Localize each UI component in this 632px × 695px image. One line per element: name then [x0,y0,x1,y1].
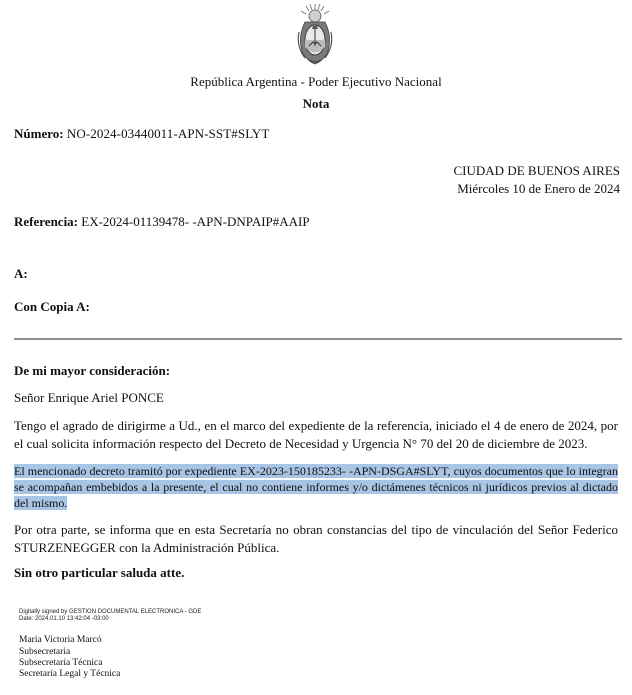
signer-role: Subsecretaria [19,647,71,657]
argentina-coat-of-arms-icon [293,2,337,66]
digital-signature-date: Date: 2024.01.10 13:42:04 -03:00 [19,616,109,622]
paragraph-3: Por otra parte, se informa que en esta Secretaría no obran constancias del tipo de vinculación del Señor Federico STURZENEGGER con la Administración Pública. [14,522,618,555]
document-number-label: Número: [14,126,64,141]
addressee: Señor Enrique Ariel PONCE [14,390,164,405]
header-title: República Argentina - Poder Ejecutivo Nacional [190,74,442,89]
highlighted-text: El mencionado decreto tramitó por expediente EX-2023-150185233- -APN-DSGA#SLYT, cuyos documentos que lo integran se acompañan embebidos a la presente, el cual no contiene informes y/o dictámenes técnicos ni jurídicos previos al dictado del mismo. [14,464,618,510]
signer-office: Subsecretaría Técnica [19,658,103,668]
paragraph-1: Tengo el agrado de dirigirme a Ud., en el marco del expediente de la referencia, iniciado el 4 de enero de 2024, por el cual solicita información respecto del Decreto de Necesidad y Urgencia N° 70 del 20 de diciembre de 2023. [14,418,618,451]
document-number [14,126,269,142]
document-type-title: Nota [302,96,330,111]
reference-label: Referencia: [14,214,79,229]
greeting: De mi mayor consideración: [14,363,171,378]
reference [14,214,310,230]
divider [14,338,622,340]
signer-secretariat: Secretaría Legal y Técnica [19,669,121,679]
recipient-label: A: [14,266,28,281]
signer-name: María Victoria Marcó [19,635,102,645]
reference-value: EX-2024-01139478- -APN-DNPAIP#AAIP [81,214,310,229]
digital-signature-line: Digitally signed by GESTION DOCUMENTAL ELECTRONICA - GDE [19,609,202,615]
paragraph-2-highlighted [14,463,618,511]
closing: Sin otro particular saluda atte. [14,565,185,580]
cc-label: Con Copia A: [14,299,90,314]
place-line: CIUDAD DE BUENOS AIRES [453,163,620,178]
document-number-value: NO-2024-03440011-APN-SST#SLYT [66,126,270,141]
date-line: Miércoles 10 de Enero de 2024 [457,181,620,196]
